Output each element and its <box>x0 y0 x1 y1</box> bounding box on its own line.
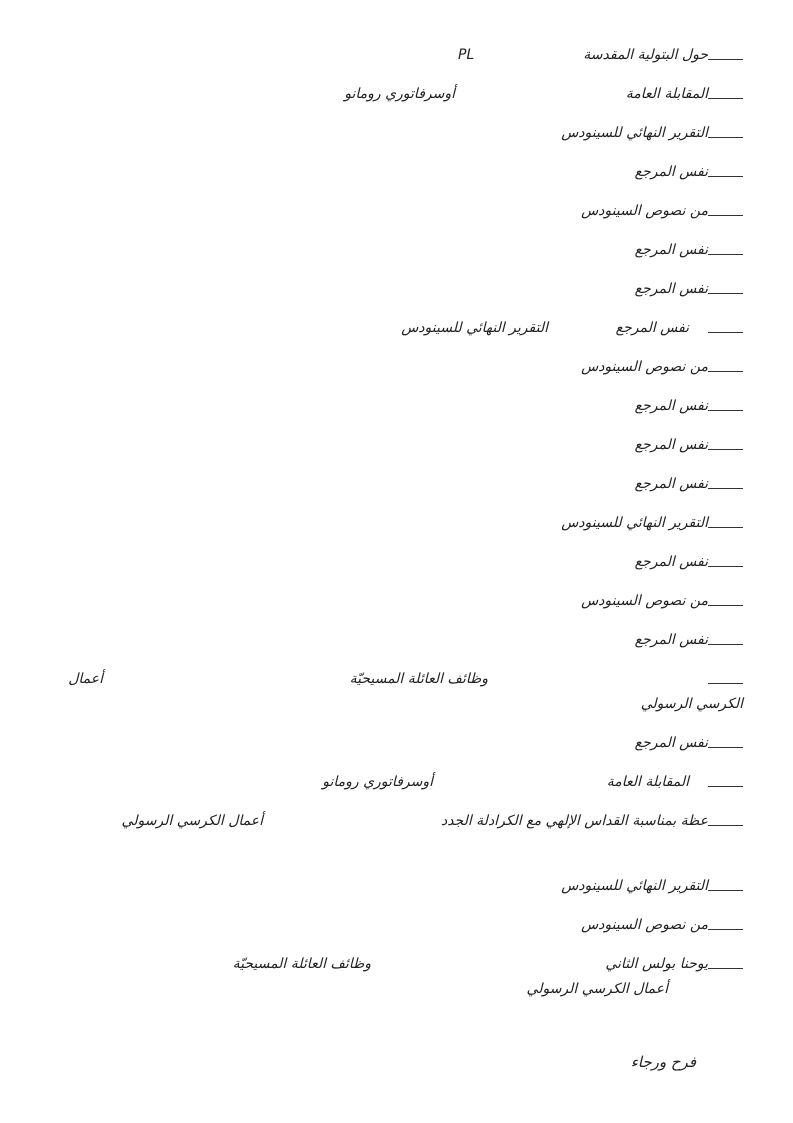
footnote-continuation: أعمال الكرسي الرسولي <box>526 981 668 997</box>
footnote-text: من نصوص السينودس <box>581 359 708 375</box>
footnote-text: نفس المرجع <box>634 735 708 751</box>
footnote-22 <box>0 915 793 939</box>
footnote-text: نفس المرجع <box>634 281 708 297</box>
footnote-4 <box>0 162 793 186</box>
footnote-11 <box>0 435 793 459</box>
footnote-text: نفس المرجع <box>615 320 689 336</box>
footnote-mark <box>708 45 743 60</box>
footnote-18 <box>0 733 793 757</box>
footnote-text: نفس المرجع <box>634 554 708 570</box>
footnote-16 <box>0 630 793 654</box>
footnote-text: نفس المرجع <box>634 398 708 414</box>
footnote-text: حول البتولية المقدسة <box>583 47 708 63</box>
footnote-text: المقابلة العامة <box>625 86 708 102</box>
footnote-extra: أوسرفاتوري رومانو <box>344 86 455 102</box>
footnote-text: من نصوص السينودس <box>581 593 708 609</box>
footnote-text: المقابلة العامة <box>606 774 689 790</box>
footnote-mark <box>708 591 743 606</box>
footnote-extra: وظائف العائلة المسيحيّة <box>232 956 371 972</box>
footnote-text: نفس المرجع <box>634 476 708 492</box>
footnote-21 <box>0 876 793 900</box>
footnote-mark <box>708 357 743 372</box>
footnote-extra: PL <box>458 47 475 63</box>
footnote-mark <box>708 811 743 826</box>
footnote-mark <box>708 279 743 294</box>
footnote-continuation: الكرسي الرسولي <box>640 696 743 712</box>
footnote-mark <box>708 669 743 684</box>
footnote-mark <box>708 162 743 177</box>
footnote-8 <box>0 318 793 342</box>
footnote-text: يوحنا بولس الثاني <box>605 956 708 972</box>
footnote-extra-2: أعمال <box>68 671 103 687</box>
footnote-mark <box>708 954 743 969</box>
footnote-mark <box>708 474 743 489</box>
footnote-text: من نصوص السينودس <box>581 917 708 933</box>
footnote-10 <box>0 396 793 420</box>
footnote-mark <box>708 201 743 216</box>
footnote-text: من نصوص السينودس <box>581 203 708 219</box>
footnote-6 <box>0 240 793 264</box>
footnote-3 <box>0 123 793 147</box>
footnote-mark <box>708 435 743 450</box>
footnote-12 <box>0 474 793 498</box>
footnote-23 <box>0 954 793 1000</box>
footnote-20 <box>0 811 793 835</box>
footnote-14 <box>0 552 793 576</box>
footnote-text: عظة بمناسبة القداس الإلهي مع الكرادلة الجدد <box>440 813 708 829</box>
signature: فرح ورجاء <box>630 1053 696 1071</box>
footnote-mark <box>708 630 743 645</box>
footnote-text: نفس المرجع <box>634 632 708 648</box>
footnote-13 <box>0 513 793 537</box>
footnote-text: نفس المرجع <box>634 164 708 180</box>
footnote-mark <box>708 733 743 748</box>
footnote-text: نفس المرجع <box>634 242 708 258</box>
footnote-mark <box>708 915 743 930</box>
footnote-mark <box>708 240 743 255</box>
footnote-text: نفس المرجع <box>634 437 708 453</box>
footnote-2 <box>0 84 793 108</box>
footnote-extra: التقرير النهائي للسينودس <box>401 320 548 336</box>
footnote-extra: وظائف العائلة المسيحيّة <box>349 671 488 687</box>
footnote-extra: أوسرفاتوري رومانو <box>322 774 433 790</box>
footnote-1 <box>0 45 793 69</box>
footnote-mark <box>708 876 743 891</box>
footnote-19 <box>0 772 793 796</box>
footnote-text: التقرير النهائي للسينودس <box>561 515 708 531</box>
footnote-mark <box>708 123 743 138</box>
footnote-mark <box>708 552 743 567</box>
footnote-15 <box>0 591 793 615</box>
footnote-7 <box>0 279 793 303</box>
footnote-5 <box>0 201 793 225</box>
footnote-mark <box>708 396 743 411</box>
footnote-text: التقرير النهائي للسينودس <box>561 878 708 894</box>
footnote-mark <box>708 513 743 528</box>
footnote-17 <box>0 669 793 715</box>
footnote-mark <box>708 318 743 333</box>
footnote-mark <box>708 84 743 99</box>
footnote-9 <box>0 357 793 381</box>
footnote-extra: أعمال الكرسي الرسولي <box>121 813 263 829</box>
footnote-mark <box>708 772 743 787</box>
footnote-text: التقرير النهائي للسينودس <box>561 125 708 141</box>
